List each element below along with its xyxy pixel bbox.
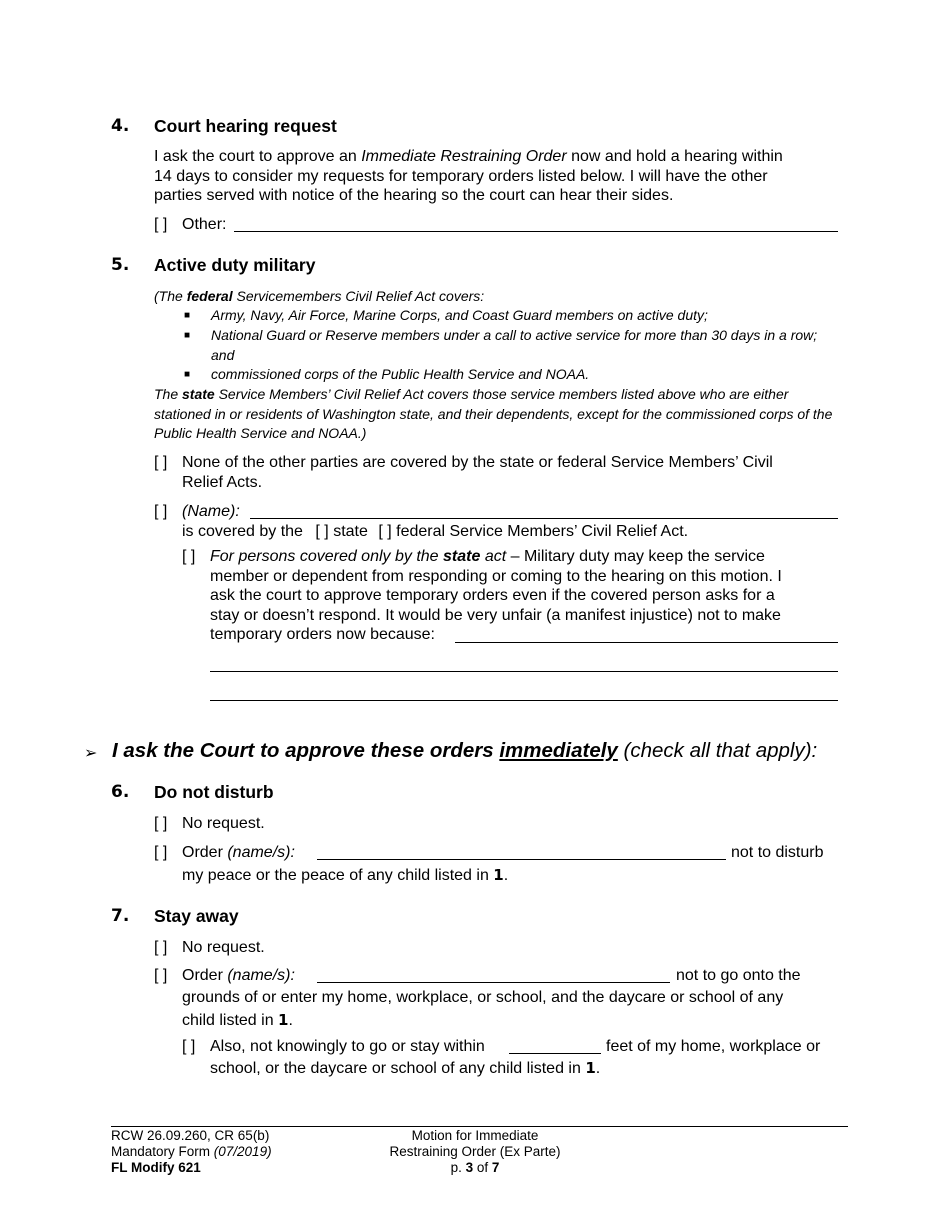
s5-bullet-3: commissioned corps of the Public Health Service and NOAA.: [211, 366, 590, 382]
s5-sub-a: For persons covered only by the: [210, 548, 444, 565]
s4-other-checkbox[interactable]: [ ]: [154, 216, 168, 233]
s5-federal-checkbox[interactable]: [ ]: [378, 523, 392, 540]
footer-title-2: Restraining Order (Ex Parte): [389, 1144, 561, 1159]
s7-line2: grounds of or enter my home, workplace, or school, and the daycare or school of any: [182, 989, 784, 1006]
s6-line2: [182, 866, 508, 886]
section-7-title: Stay away: [154, 906, 239, 926]
s7-order-checkbox[interactable]: [ ]: [154, 967, 168, 984]
s6-ref: 1: [493, 866, 504, 884]
s5-sub-line3: ask the court to approve temporary orders even if the covered person asks for a: [210, 587, 775, 604]
s7-tail: not to go onto the: [676, 967, 801, 984]
s7-no-request-label: No request.: [182, 939, 265, 956]
ask-immediately: immediately: [499, 739, 618, 762]
ask-heading: [112, 739, 817, 763]
s5-covered-state: state: [333, 523, 368, 540]
s7-ref: 1: [278, 1011, 289, 1029]
s6-names-field[interactable]: [317, 859, 726, 860]
s7-also-line2: [210, 1059, 600, 1079]
s5-sub-d: – Military duty may keep the service: [506, 548, 765, 565]
footer-page: 3: [465, 1160, 474, 1175]
s5-intro-a: (The: [154, 288, 187, 304]
s4-line3: parties served with notice of the hearing so the court can hear their sides.: [154, 187, 674, 204]
section-5-title: Active duty military: [154, 255, 316, 275]
s4-other-field[interactable]: [234, 231, 838, 232]
footer-total: 7: [491, 1160, 500, 1175]
s5-state-line3: Public Health Service and NOAA.): [154, 425, 367, 441]
arrow-icon: ➢: [84, 745, 98, 762]
s5-none-line1: None of the other parties are covered by the state or federal Service Members’ Civil: [182, 454, 773, 471]
s5-intro: [154, 287, 484, 307]
s5-reason-field-2[interactable]: [210, 671, 838, 672]
s5-sub-line5: temporary orders now because:: [210, 626, 435, 643]
s5-name-label: (Name):: [182, 503, 240, 520]
footer-title-1: Motion for Immediate: [411, 1128, 539, 1143]
footer-rcw: RCW 26.09.260, CR 65(b): [111, 1128, 270, 1143]
s5-name-checkbox[interactable]: [ ]: [154, 503, 168, 520]
ask-c: (check all that apply):: [617, 739, 818, 762]
footer-form-id: FL Modify 621: [111, 1160, 201, 1175]
s5-intro-federal: federal: [186, 288, 233, 304]
bullet-icon: ■: [184, 330, 191, 341]
s5-none-line2: Relief Acts.: [182, 473, 263, 491]
s5-bullet-2-line1: National Guard or Reserve members under a call to active service for more than 30 days in a row;: [211, 327, 818, 343]
s6-order: Order: [182, 844, 228, 861]
s4-text-italic: Immediate Restraining Order: [361, 148, 567, 165]
s5-bullet-2: [211, 326, 817, 365]
section-4-title: Court hearing request: [154, 116, 337, 136]
s5-intro-c: Servicemembers Civil Relief Act covers:: [232, 288, 485, 304]
s5-name-field[interactable]: [250, 518, 838, 519]
s6-order-checkbox[interactable]: [ ]: [154, 844, 168, 861]
footer-divider: [111, 1126, 848, 1127]
s6-dot: .: [503, 867, 509, 884]
s7-l3: child listed in: [182, 1012, 279, 1029]
s5-sub-line2: member or dependent from responding or coming to the hearing on this motion. I: [210, 567, 782, 585]
s6-l2: my peace or the peace of any child listed in: [182, 867, 494, 884]
s7-also-b: feet of my home, workplace or: [606, 1038, 821, 1055]
s5-state-c: Service Members’ Civil Relief Act covers those service members listed above who are either: [214, 386, 789, 402]
s5-none-text: [182, 453, 773, 492]
s5-covered-line: [182, 522, 688, 542]
s5-sub-state: state: [443, 548, 481, 565]
s5-state-checkbox[interactable]: [ ]: [315, 523, 329, 540]
footer-middle: [355, 1128, 595, 1176]
bullet-icon: ■: [184, 369, 191, 380]
footer-p: p.: [450, 1160, 466, 1175]
s6-no-request-checkbox[interactable]: [ ]: [154, 815, 168, 832]
s6-no-request-label: No request.: [182, 815, 265, 832]
s7-feet-field[interactable]: [509, 1053, 601, 1054]
s4-other-label: Other:: [182, 216, 227, 233]
section-5-number: 5.: [111, 255, 130, 275]
ask-a: I ask the Court to approve these orders: [112, 739, 500, 762]
s7-also-a: Also, not knowingly to go or stay within: [210, 1038, 485, 1055]
s4-text-a: I ask the court to approve an: [154, 148, 362, 165]
s7-order-label: [182, 966, 295, 986]
s5-sub-line4: stay or doesn’t respond. It would be very unfair (a manifest injustice) not to make: [210, 606, 781, 624]
s7-names: (name/s):: [227, 967, 295, 984]
s6-order-label: [182, 843, 295, 863]
s5-state-paragraph: [154, 385, 832, 444]
s5-state-bold: state: [182, 386, 215, 402]
section-7-number: 7.: [111, 906, 130, 926]
section-4-number: 4.: [111, 116, 130, 136]
s5-bullet-1: Army, Navy, Air Force, Marine Corps, and Coast Guard members on active duty;: [211, 307, 708, 323]
s4-line2: 14 days to consider my requests for temporary orders listed below. I will have the other: [154, 167, 768, 185]
s7-also-checkbox[interactable]: [ ]: [182, 1038, 196, 1055]
s7-also-ref: 1: [585, 1059, 596, 1077]
s7-also-dot: .: [595, 1060, 601, 1077]
s7-text: [182, 987, 783, 1032]
s7-dot: .: [288, 1012, 293, 1029]
s5-state-only-checkbox[interactable]: [ ]: [182, 548, 196, 565]
s5-state-line2: stationed in or residents of Washington state, and their dependents, except for the commissioned corps of the: [154, 405, 833, 422]
s5-covered-a: is covered by the: [182, 523, 303, 540]
s5-reason-field-1[interactable]: [455, 642, 838, 643]
s7-also-l2: school, or the daycare or school of any child listed in: [210, 1060, 586, 1077]
s7-no-request-checkbox[interactable]: [ ]: [154, 939, 168, 956]
section-6-number: 6.: [111, 782, 130, 802]
s5-none-checkbox[interactable]: [ ]: [154, 454, 168, 471]
s6-tail: not to disturb: [731, 844, 824, 861]
s5-sub-act: act: [480, 548, 507, 565]
footer-of: of: [473, 1160, 492, 1175]
section-4-paragraph: [154, 147, 783, 206]
s5-state-only-text: [210, 547, 782, 645]
s5-covered-c: federal Service Members’ Civil Relief Act.: [396, 523, 689, 540]
s5-bullet-2-line2: and: [211, 346, 235, 363]
s6-names: (name/s):: [227, 844, 295, 861]
footer-left: [111, 1128, 272, 1176]
footer-mandatory: Mandatory Form: [111, 1144, 214, 1159]
section-6-title: Do not disturb: [154, 782, 274, 802]
s4-text-b: now and hold a hearing within: [566, 148, 783, 165]
bullet-icon: ■: [184, 310, 191, 321]
s5-reason-field-3[interactable]: [210, 700, 838, 701]
s5-state-a: The: [154, 386, 183, 402]
s7-names-field[interactable]: [317, 982, 670, 983]
s7-order: Order: [182, 967, 228, 984]
footer-date: (07/2019): [213, 1144, 272, 1159]
